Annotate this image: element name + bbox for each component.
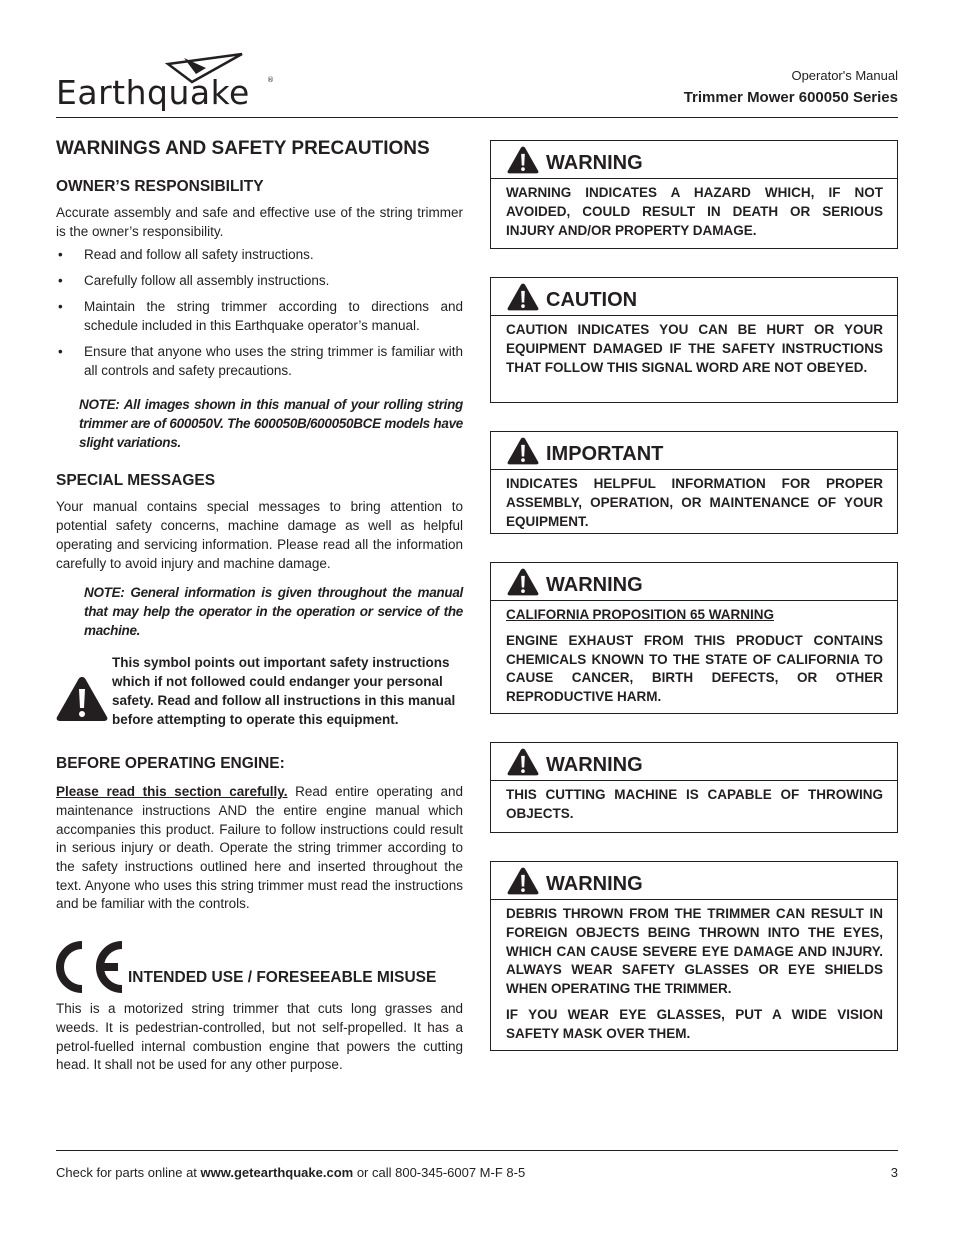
warning-triangle-icon xyxy=(507,568,539,596)
warning-box-hazard xyxy=(490,140,898,249)
caution-box xyxy=(490,277,898,403)
box-text: THIS CUTTING MACHINE IS CAPABLE OF THROWING OBJECTS. xyxy=(506,787,883,821)
svg-text:Earthquake: Earthquake xyxy=(56,73,250,112)
box-title: IMPORTANT xyxy=(546,443,664,465)
special-messages-heading: SPECIAL MESSAGES xyxy=(56,472,216,490)
page-header xyxy=(56,50,898,118)
warning-triangle-icon xyxy=(507,437,539,465)
box-title: WARNING xyxy=(546,754,643,776)
special-messages-text: Your manual contains special messages to bring attention to potential safety concerns, machine damage as well as helpful operating and servicing information. Please read all the information carefully to avoid injury and machine damage. xyxy=(56,499,463,571)
general-info-note: NOTE: General information is given throughout the manual that may help the operator in the operation or service of the machine. xyxy=(84,585,463,639)
ce-mark-icon xyxy=(56,940,126,994)
footer-contact: Check for parts online at www.getearthquake.com or call 800-345-6007 M-F 8-5 xyxy=(56,1165,526,1180)
warning-triangle-icon xyxy=(507,748,539,776)
owner-heading: OWNER’S RESPONSIBILITY xyxy=(56,178,264,195)
debris-warning-box xyxy=(490,861,898,1051)
box-text: INDICATES HELPFUL INFORMATION FOR PROPER ASSEMBLY, OPERATION, OR MAINTENANCE OF YOUR EQUIPMENT. xyxy=(506,476,883,529)
warning-triangle-icon xyxy=(507,146,539,174)
prop65-subheading: CALIFORNIA PROPOSITION 65 WARNING xyxy=(506,607,775,622)
images-note: NOTE: All images shown in this manual of your rolling string trimmer are of 600050V. The 600050B/600050BCE models have slight variations. xyxy=(79,397,463,451)
intended-use-text: This is a motorized string trimmer that cuts long grasses and weeds. It is pedestrian-controlled, but not self-propelled. It has a petrol-fuelled internal combustion engine that powers the cutting head. It shall not be used for any other purpose. xyxy=(56,1001,463,1073)
owner-intro: Accurate assembly and safe and effective use of the string trimmer is the owner’s responsibility. xyxy=(56,205,463,239)
svg-text:®: ® xyxy=(267,76,274,84)
throwing-objects-warning-box xyxy=(490,742,898,833)
box-title: WARNING xyxy=(546,873,643,895)
manual-label: Operator's Manual xyxy=(791,68,898,83)
prop65-warning-box xyxy=(490,562,898,714)
footer-url-link[interactable]: www.getearthquake.com xyxy=(200,1165,354,1180)
page-number: 3 xyxy=(890,1165,898,1180)
box-title: WARNING xyxy=(546,152,643,174)
box-text: CAUTION INDICATES YOU CAN BE HURT OR YOUR EQUIPMENT DAMAGED IF THE SAFETY INSTRUCTIONS THAT FOLLOW THIS SIGNAL WORD ARE NOT OBEYED. xyxy=(506,322,883,375)
before-operating-text: Please read this section carefully. Read entire operating and maintenance instructions AND the entire engine manual which accompanies this product. Failure to follow instructions could result in serious injury or death. Operate the string trimmer according to the safety instructions outlined here and inserted throughout the text. Anyone who uses this string trimmer must read the instructions and be familiar with the controls. xyxy=(56,784,463,912)
list-item: • Maintain the string trimmer according to directions and schedule included in this Earthquake operator’s manual. xyxy=(58,299,463,334)
box-text-secondary: IF YOU WEAR EYE GLASSES, PUT A WIDE VISION SAFETY MASK OVER THEM. xyxy=(506,1006,883,1041)
list-item: • Read and follow all safety instructions. xyxy=(58,247,314,263)
safety-symbol-block xyxy=(56,654,463,748)
box-text: WARNING INDICATES A HAZARD WHICH, IF NOT AVOIDED, COULD RESULT IN DEATH OR SERIOUS INJURY AND/OR PROPERTY DAMAGE. xyxy=(506,185,883,238)
owner-bullet-list xyxy=(56,245,463,380)
box-title: CAUTION xyxy=(546,289,638,311)
earthquake-logo xyxy=(56,52,278,114)
before-operating-lead: Please read this section carefully. xyxy=(56,784,288,800)
list-item: • Carefully follow all assembly instructions. xyxy=(58,273,330,289)
page-footer xyxy=(56,1150,898,1180)
box-text: ENGINE EXHAUST FROM THIS PRODUCT CONTAINS CHEMICALS KNOWN TO THE STATE OF CALIFORNIA TO CAUSE CANCER, BIRTH DEFECTS, OR OTHER REPRODUCTIVE HARM. xyxy=(506,632,883,705)
important-box xyxy=(490,431,898,534)
series-title: Trimmer Mower 600050 Series xyxy=(683,89,898,106)
list-item: • Ensure that anyone who uses the string trimmer is familiar with all controls and safety precautions. xyxy=(58,344,463,379)
intended-use-heading: INTENDED USE / FORESEEABLE MISUSE xyxy=(128,969,437,987)
warning-triangle-icon xyxy=(507,283,539,311)
safety-symbol-text: This symbol points out important safety instructions which if not followed could endanger your personal safety. Read and follow all instructions in this manual before attempting to operate this equipment. xyxy=(112,655,456,727)
left-column xyxy=(56,137,463,1075)
before-operating-heading: BEFORE OPERATING ENGINE: xyxy=(56,755,285,773)
warning-triangle-icon xyxy=(56,676,108,722)
intended-use-header xyxy=(56,940,463,1000)
box-title: WARNING xyxy=(546,574,643,596)
section-title: WARNINGS AND SAFETY PRECAUTIONS xyxy=(56,138,430,159)
box-text: DEBRIS THROWN FROM THE TRIMMER CAN RESULT IN FOREIGN OBJECTS BEING THROWN INTO THE EYES, WHICH CAN CAUSE SEVERE EYE DAMAGE AND INJURY. ALWAYS WEAR SAFETY GLASSES OR EYE SHIELDS WHEN OPERATING THE TRIMMER. xyxy=(506,906,883,997)
warning-triangle-icon xyxy=(507,867,539,895)
